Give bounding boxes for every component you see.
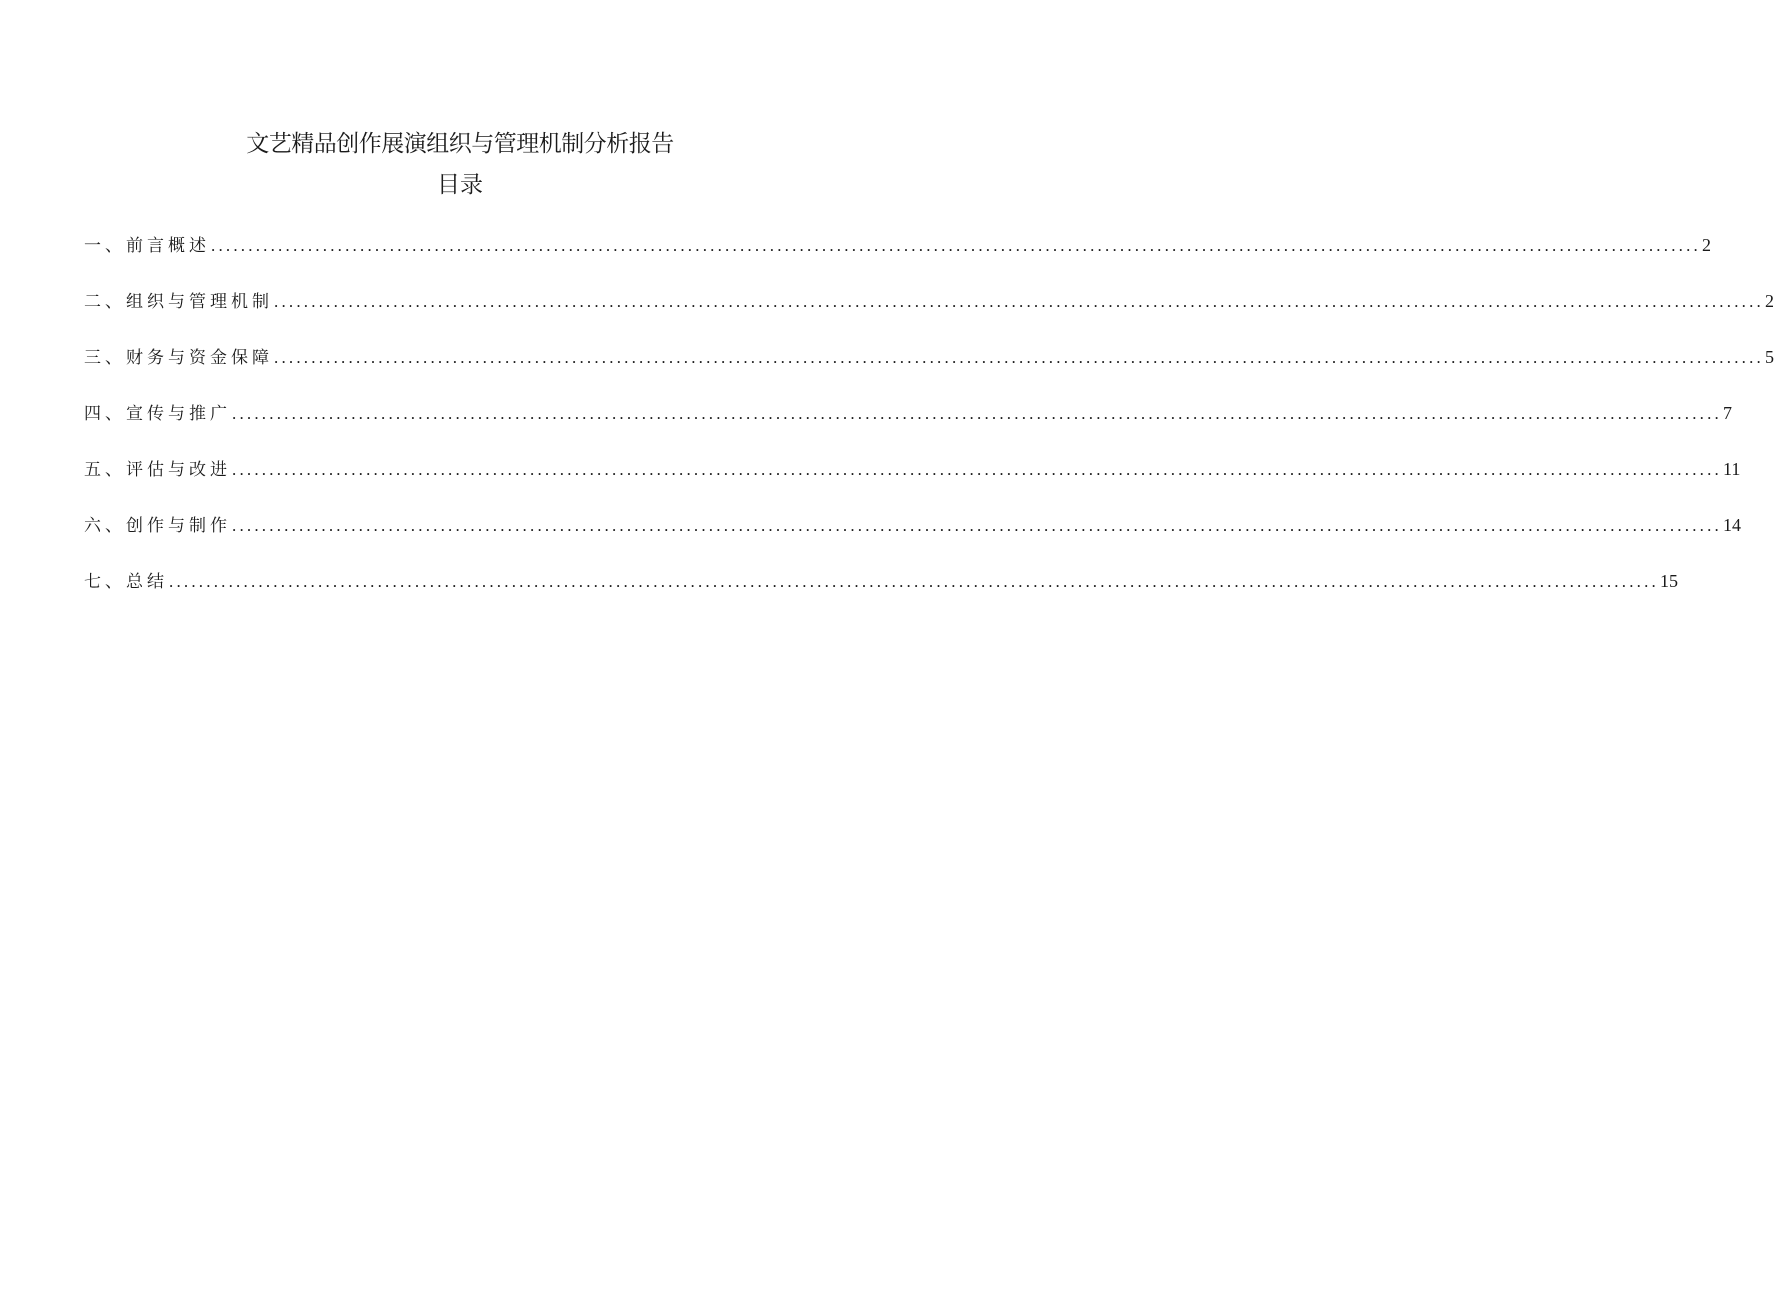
toc-entry-page-number: 7 <box>1723 403 1732 423</box>
toc-entry-page-number: 2 <box>1765 291 1774 311</box>
toc-dot-leader: ........................................................................................................................................................................................................ <box>274 292 1764 311</box>
toc-entry-label: 四、宣传与推广 <box>84 404 231 424</box>
toc-dot-leader: ........................................................................................................................................................................................................ <box>211 236 1701 255</box>
toc-entry-preface[interactable] <box>84 228 1711 284</box>
toc-entry-label: 六、创作与制作 <box>84 516 231 536</box>
toc-entry-label: 七、总结 <box>84 572 168 592</box>
toc-entry-finance[interactable] <box>84 340 1774 396</box>
toc-dot-leader: ........................................................................................................................................................................................................ <box>274 348 1764 367</box>
toc-entry-label: 五、评估与改进 <box>84 460 231 480</box>
toc-entry-label: 三、财务与资金保障 <box>84 348 273 368</box>
toc-entry-page-number: 5 <box>1765 347 1774 367</box>
toc-entry-page-number: 2 <box>1702 235 1711 255</box>
toc-dot-leader: ........................................................................................................................................................................................................ <box>232 516 1722 535</box>
toc-entry-promotion[interactable] <box>84 396 1732 452</box>
toc-entry-organization[interactable] <box>84 284 1774 340</box>
toc-entry-label: 一、前言概述 <box>84 236 210 256</box>
toc-dot-leader: ........................................................................................................................................................................................................ <box>232 404 1722 423</box>
toc-entry-evaluation[interactable] <box>84 452 1741 508</box>
toc-entry-label: 二、组织与管理机制 <box>84 292 273 312</box>
toc-entry-page-number: 11 <box>1723 459 1741 479</box>
toc-dot-leader: ........................................................................................................................................................................................................ <box>232 460 1722 479</box>
toc-dot-leader: ........................................................................................................................................................................................................ <box>169 572 1659 591</box>
toc-heading: 目录 <box>437 172 483 198</box>
table-of-contents <box>84 228 1774 620</box>
toc-entry-page-number: 15 <box>1660 571 1678 591</box>
toc-entry-summary[interactable] <box>84 564 1678 620</box>
toc-entry-creation[interactable] <box>84 508 1741 564</box>
document-title: 文艺精品创作展演组织与管理机制分析报告 <box>246 131 674 157</box>
toc-entry-page-number: 14 <box>1723 515 1741 535</box>
